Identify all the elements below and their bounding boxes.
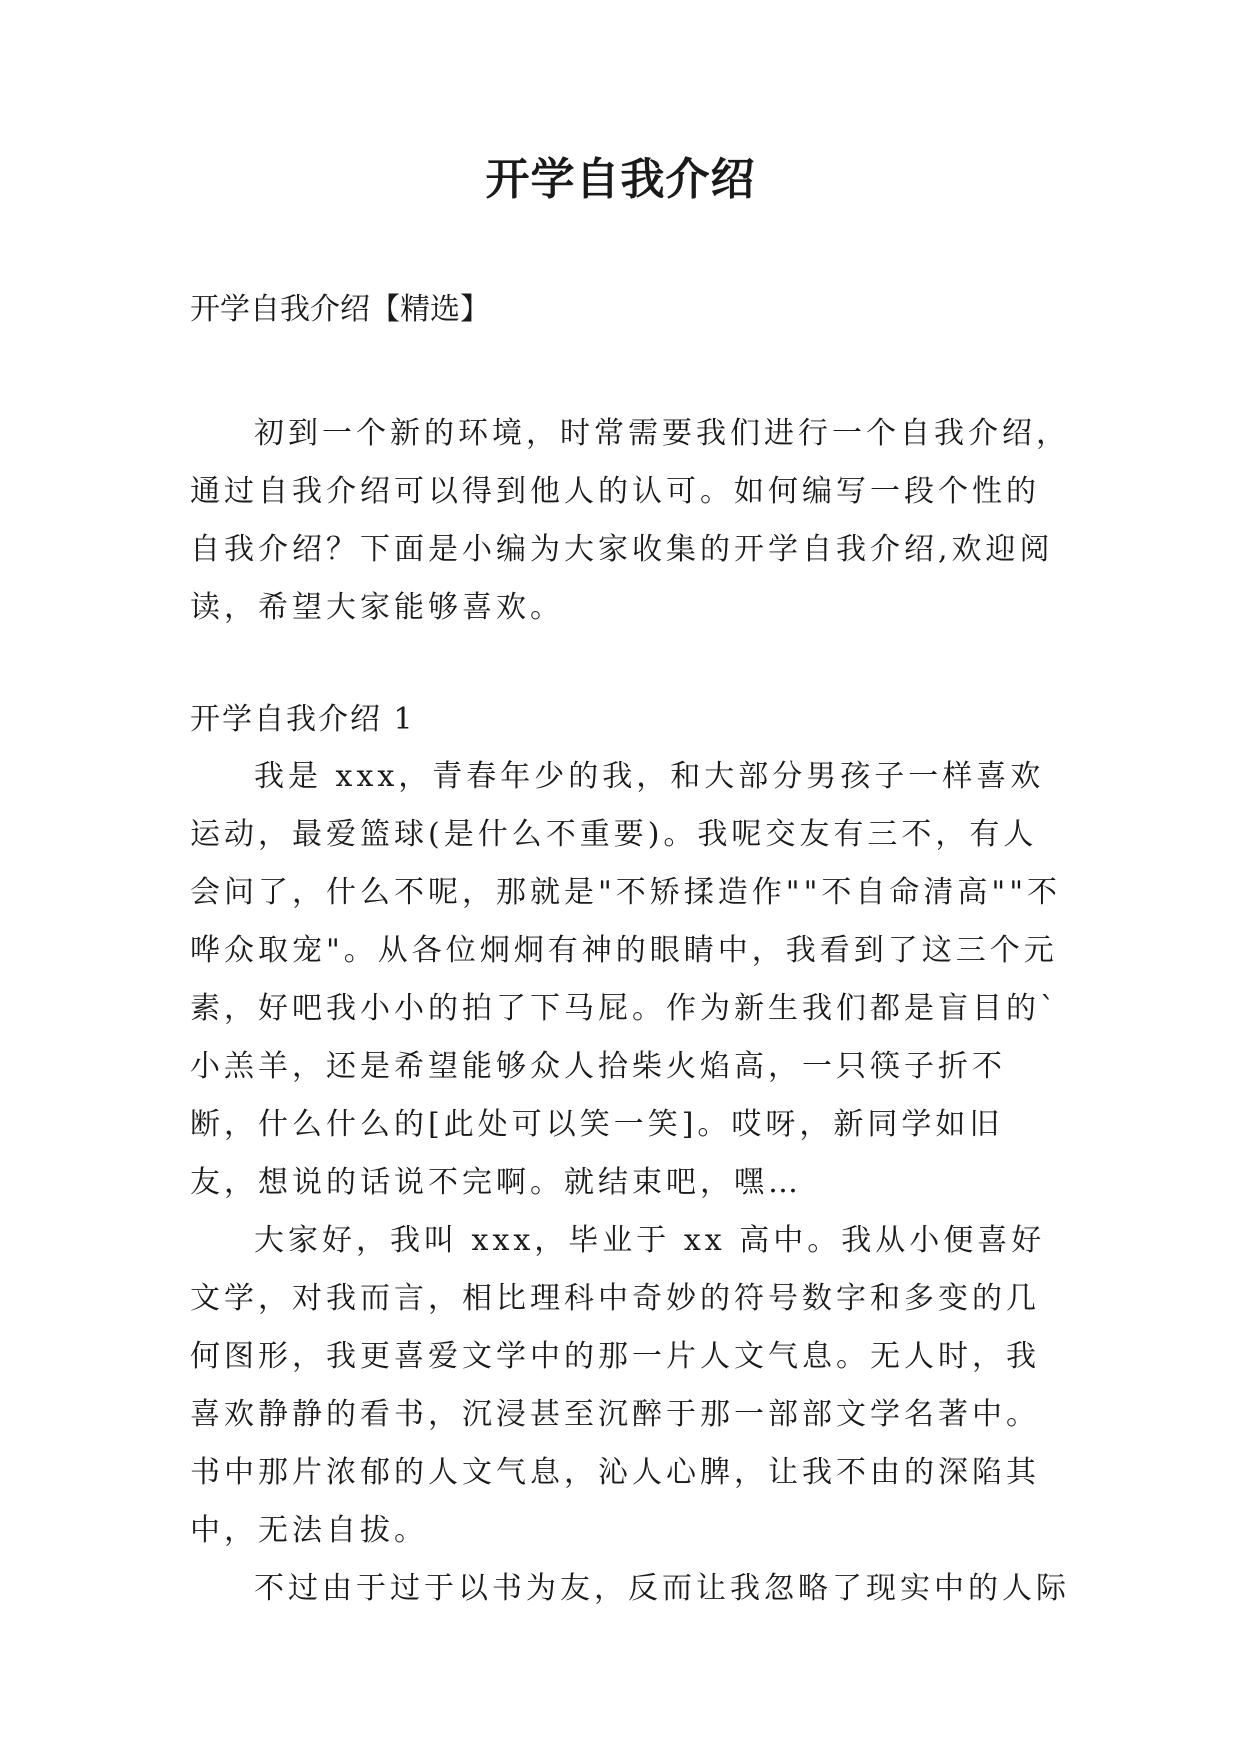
document-subtitle: 开学自我介绍【精选】 — [190, 292, 490, 327]
document-title: 开学自我介绍 — [485, 154, 756, 205]
body-paragraph: 我是 xxx，青春年少的我，和大部分男孩子一样喜欢运动，最爱篮球(是什么不重要)。我呢交友有三不，有人会问了，什么不呢，那就是"不矫揉造作""不自命清高""不哗众取宠"。从各位炯炯有神的眼睛中，我看到了这三个元素，好吧我小小的拍了下马屁。作为新生我们都是盲目的`小羔羊，还是希望能够众人拾柴火焰高，一只筷子折不断，什么什么的[此处可以笑一笑]。哎呀，新同学如旧友，想说的话说不完啊。就结束吧，嘿… — [190, 759, 1061, 1200]
body-paragraph: 大家好，我叫 xxx，毕业于 xx 高中。我从小便喜好文学，对我而言，相比理科中奇妙的符号数字和多变的几何图形，我更喜爱文学中的那一片人文气息。无人时，我喜欢静静的看书，沉浸甚至沉醉于那一部部文学名著中。书中那片浓郁的人文气息，沁人心脾，让我不由的深陷其中，无法自拔。 — [190, 1223, 1046, 1548]
body-paragraph: 不过由于过于以书为友，反而让我忽略了现实中的人际 — [254, 1571, 1070, 1606]
section-body — [190, 748, 1070, 1618]
intro-block — [190, 405, 1070, 637]
intro-paragraph: 初到一个新的环境，时常需要我们进行一个自我介绍，通过自我介绍可以得到他人的认可。如何编写一段个性的自我介绍？下面是小编为大家收集的开学自我介绍,欢迎阅读，希望大家能够喜欢。 — [190, 416, 1070, 625]
section-heading: 开学自我介绍 1 — [190, 702, 415, 737]
